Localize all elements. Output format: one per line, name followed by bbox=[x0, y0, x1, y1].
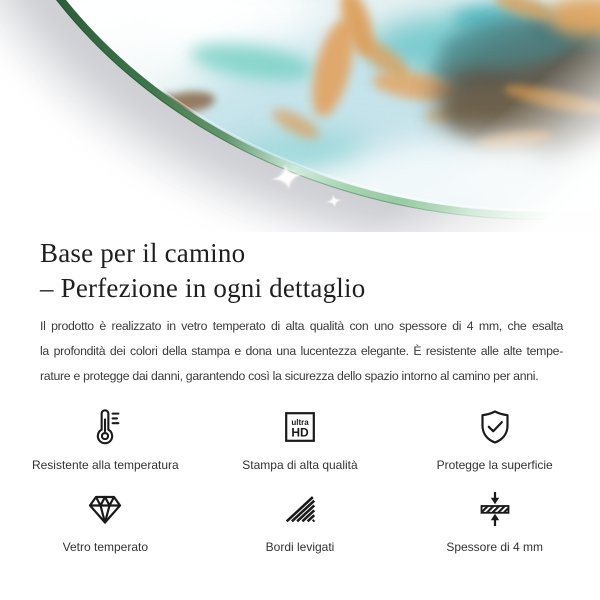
description-line-2: la profondità dei colori della stampa e dona una lucentezza elegante. È resistente alle alte tempe- bbox=[40, 344, 563, 358]
diamond-icon bbox=[85, 487, 125, 531]
feature-label: Spessore di 4 mm bbox=[446, 540, 544, 554]
ultra-hd-icon bbox=[283, 405, 317, 449]
feature-label: Stampa di alta qualità bbox=[242, 458, 358, 472]
title-line-1: Base per il camino bbox=[40, 238, 246, 268]
product-description bbox=[40, 314, 563, 389]
feature-item-surface-protection bbox=[397, 405, 592, 473]
feature-item-temperature bbox=[8, 405, 203, 473]
glass-panel-illustration bbox=[0, 0, 600, 232]
white-fade bbox=[0, 0, 600, 232]
description-line-3: rature e protegge dai danni, garantendo così la sicurezza dello spazio intorno al camino per anni. bbox=[40, 369, 539, 383]
feature-grid bbox=[8, 405, 592, 555]
description-line-1: Il prodotto è realizzato in vetro temperato di alta qualità con uno spessore di 4 mm, che esalta bbox=[40, 319, 563, 333]
thermometer-icon bbox=[84, 405, 126, 449]
thickness-icon bbox=[475, 487, 515, 531]
feature-item-thickness bbox=[397, 487, 592, 555]
hero-product-image bbox=[0, 0, 600, 232]
polished-edges-icon bbox=[281, 487, 319, 531]
feature-item-polished-edges bbox=[203, 487, 398, 555]
feature-label: Vetro temperato bbox=[62, 540, 149, 554]
ultra-hd-badge-bottom: HD bbox=[291, 425, 309, 440]
shield-check-icon bbox=[475, 405, 515, 449]
ultra-hd-badge-top: ultra bbox=[291, 417, 309, 427]
feature-item-print-quality bbox=[203, 405, 398, 473]
page-title bbox=[40, 236, 563, 306]
feature-item-tempered-glass bbox=[8, 487, 203, 555]
feature-label: Protegge la superficie bbox=[436, 458, 553, 472]
feature-label: Bordi levigati bbox=[265, 540, 335, 554]
title-line-2: – Perfezione in ogni dettaglio bbox=[40, 273, 366, 303]
product-info-section bbox=[0, 236, 600, 389]
feature-label: Resistente alla temperatura bbox=[31, 458, 179, 472]
